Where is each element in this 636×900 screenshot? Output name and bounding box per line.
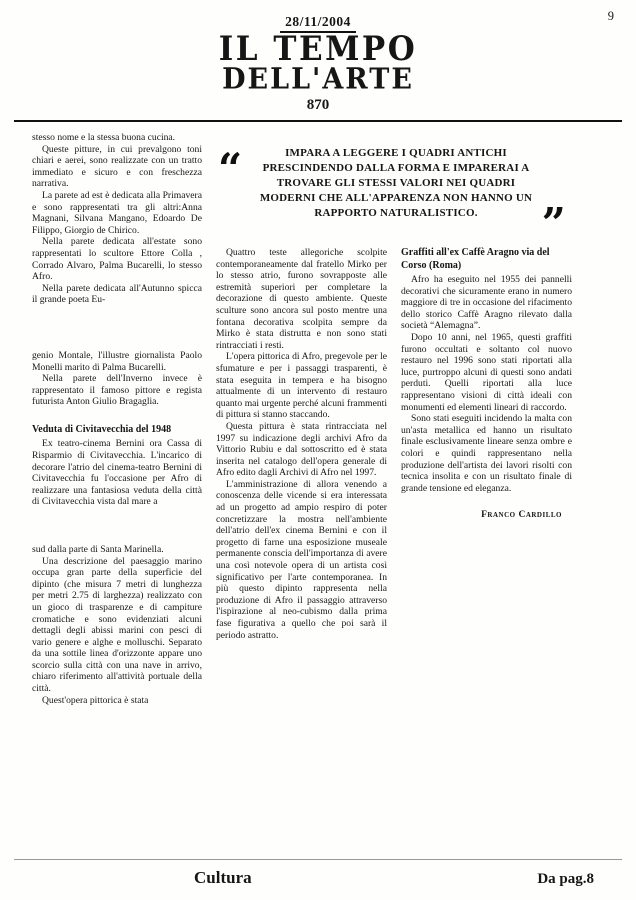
paragraph: Quest'opera pittorica è stata — [42, 694, 149, 706]
open-quote-icon: “ — [218, 144, 243, 193]
paragraph: Questa pittura è stata rintracciata nel 1997 su indicazione degli archivi Afro da Vittorio Rubiu e dal sottoscritto ed è stata inserita nel catalogo dell'opera generale di Afro edito dagli Archivi di Afro nel 1997. — [216, 420, 387, 479]
paragraph: Sono stati eseguiti incidendo la malta con un'asta metallica ed hanno un risultato finale esclusivamente lineare senza ombre e colori e quindi rappresentano nella produzione dell'artista dei lavori risolti con tecnica insolita e con un risultato finale di grande tensione ed eleganza. — [401, 413, 572, 494]
section-heading-civitavecchia: Veduta di Civitavecchia del 1948 — [32, 423, 172, 435]
paragraph: L'amministrazione di allora venendo a conoscenza delle vicende si era interessata ad un progetto ad ampio respiro di poter concretizzare la mostra nell'ambiente dell'atrio dell'ex cinema Bernini e con il progetto di farne una esposizione museale permanente conscia dell'importanza di avere una così notevole opera di un artista così significativo per l'arte contemporanea. In più questo dipinto rappresenta nella produzione di Afro il passaggio attraverso l'ispirazione al neo-cubismo dalla prima fase figurativa a quello che poi sarà il periodo astratto. — [216, 478, 387, 641]
page-footer — [14, 859, 622, 888]
column-left — [32, 132, 202, 706]
footer-section-label: Cultura — [194, 868, 252, 887]
lower-columns — [216, 247, 572, 641]
paragraph: Nella parete dedicata all'Autunno spicca il grande poeta Eu- — [32, 282, 202, 306]
masthead-title-line1: IL TEMPO — [218, 29, 418, 69]
paragraph: Dopo 10 anni, nel 1965, questi graffiti furono occultati e soltanto col nuovo restauro nel 1996 sono stati riportati alla luce, purtroppo alcuni di questi sono andati perduti. Quelli riportati alla luce rappresentano visioni di città ideali con monumenti ed elementi lineari di raccordo. — [401, 331, 572, 413]
paragraph: genio Montale, l'illustre giornalista Paolo Monelli marito di Palma Bucarelli. — [32, 349, 202, 373]
right-area — [216, 132, 572, 706]
author-byline: Franco Cardillo — [481, 510, 562, 521]
paragraph: stesso nome e la stessa buona cucina. — [32, 132, 176, 143]
paragraph: La parete ad est è dedicata alla Primavera e sono rappresentati tra gli altri:Anna Magnani, Silvana Mangano, Edoardo De Filippo, Giorgio de Chirico. — [32, 189, 202, 236]
paragraph: Queste pitture, in cui prevalgono toni chiari e aerei, sono realizzate con un tratto immediato e sicuro e con freschezza narrativa. — [32, 143, 202, 190]
issue-number: 870 — [306, 97, 330, 113]
pull-quote — [216, 138, 572, 248]
page-number: 9 — [607, 9, 614, 23]
section-heading-graffiti: Graffiti all'ex Caffè Aragno via del Corso (Roma) — [401, 247, 550, 271]
article-body — [0, 122, 636, 706]
paragraph: Quattro teste allegoriche scolpite contemporaneamente dal fratello Mirko per lo stesso atrio, furono sovrapposte alle estremità superiori per completare la decorazione di questo ambiente. Queste sculture sono ancora sul posto mentre una fontana decorativa scolpita sempre da Mirko è stata distrutta e non sono stati rintracciati i resti. — [216, 247, 387, 351]
footer-continuation-label: Da pag.8 — [537, 871, 594, 887]
paragraph: Nella parete dedicata all'estate sono rappresentati lo scultore Ettore Colla , Corrado Alvaro, Palma Bucarelli, lo stesso Afro. — [32, 236, 202, 283]
masthead-title-line2: DELL'ARTE — [222, 62, 414, 97]
page-header — [0, 0, 636, 114]
paragraph: sud dalla parte di Santa Marinella. — [32, 543, 164, 555]
column-right — [401, 247, 572, 641]
paragraph: L'opera pittorica di Afro, pregevole per le sfumature e per i passaggi trasparenti, è stata eseguita in tempera e ha bisogno attualmente di un intervento di restauro quanto mai urgente perché alcuni frammenti di pittura si stanno staccando. — [216, 351, 387, 421]
paragraph: Afro ha eseguito nel 1955 dei pannelli decorativi che sicuramente erano in numero maggiore di tre in occasione del rifacimento dello storico Caffè Aragno rilevato dalla società “Alemagna”. — [401, 274, 572, 332]
paragraph: Una descrizione del paesaggio marino occupa gran parte della superficie del dipinto (che misura 7 metri di lunghezza per metri 2.75 di larghezza) realizzato con un gioco di trasparenze e di campiture cromatiche e sono evidenziati alcuni dettagli degli abissi marini con pesci di vario genere e alghe e molluschi. Separato da una sottile linea d'orizzonte appare uno scorcio sulla città con una nave in arrivo, chiaro riferimento all'attività portuale della città. — [32, 555, 202, 695]
paragraph: Ex teatro-cinema Bernini ora Cassa di Risparmio di Civitavecchia. L'incarico di decorare l'atrio del cinema-teatro Bernini di Civitavecchia fu l'occasione per Afro di realizzare una fantasiosa veduta della città di Civitavecchia vista dal mare a — [32, 438, 202, 508]
column-middle — [216, 247, 387, 641]
close-quote-icon: ” — [541, 199, 566, 248]
pull-quote-text: IMPARA A LEGGERE I QUADRI ANTICHI PRESCINDENDO DALLA FORMA E IMPARERAI A TROVARE GLI STESSI VALORI NEI QUADRI MODERNI CHE ALL'APPARENZA NON HANNO UN RAPPORTO NATURALISTICO. — [259, 147, 533, 219]
paragraph: Nella parete dell'Inverno invece è rappresentato il famoso pittore e regista futurista Anton Giulio Bragaglia. — [32, 373, 202, 408]
issue-date: 28/11/2004 — [280, 14, 356, 33]
